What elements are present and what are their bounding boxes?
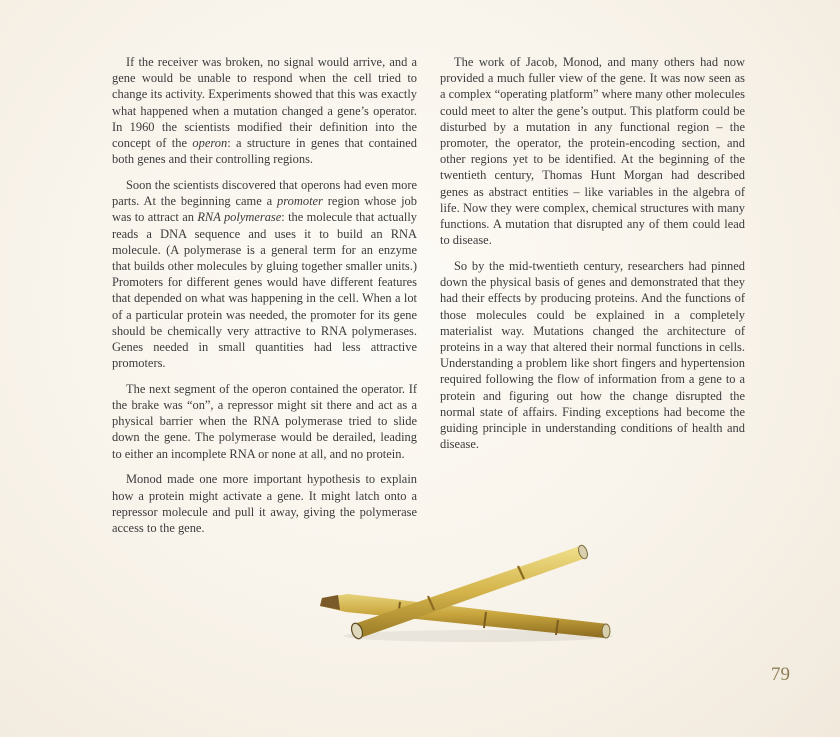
paragraph: The work of Jacob, Monod, and many others had now provided a much fuller view of the gene. It was now seen as a complex “operating platform” where many other molecules could meet to alter the gene’s output. This platform could be disturbed by a mutation in any functional region – the promoter, the operator, the protein-encoding section, and other regions yet to be identified. At the beginning of the twentieth century, Thomas Hunt Morgan had described genes as abstract entities – like variables in the algebra of life. Now they were complex, chemical structures with many functions. A mutation that disrupted any of them could lead to disease.: [440, 55, 745, 248]
text-run: If the receiver was broken, no signal would arrive, and a gene would be unable to respond when the cell tried to change its activity. Experiments showed that this was exactly what happened when a mutation changed a gene’s operator. In 1960 the scientists modified their definition into the concept of the: [112, 55, 417, 151]
text-run: Soon the scientists discovered that operons had even more parts. At the beginning came a: [112, 177, 417, 209]
paragraph: So by the mid-twentieth century, researchers had pinned down the physical basis of genes and demonstrated that they had their effects by producing proteins. And the functions of those molecules could be explained in a completely materialist way. Mutations changed the architecture of proteins in a way that altered their normal functions in cells. Understanding a problem like short fingers and hypertension required following the flow of information from a gene to a protein and figuring out how the change disrupted the normal state of affairs. Finding exceptions had become the guiding principle in understanding conditions of health and disease.: [440, 258, 745, 452]
sugarcane-illustration: [318, 540, 613, 646]
text-run: : a structure in genes that contained both genes and their controlling regions.: [112, 136, 417, 167]
paragraph: Monod made one more important hypothesis to explain how a protein might activate a gene. It might latch onto a repressor molecule and pull it away, giving the polymerase access to the gene.: [112, 472, 417, 535]
italic-term-operon: operon: [192, 136, 228, 151]
right-text-column: [440, 54, 745, 462]
italic-term-rna-polymerase: RNA polymerase: [197, 210, 282, 225]
paragraph: The next segment of the operon contained the operator. If the brake was “on”, a repressor might sit there and act as a physical barrier when the RNA polymerase tried to slide down the gene. The polymerase would be derailed, leading to either an incomplete RNA or none at all, and no protein.: [112, 381, 417, 461]
paragraph: [112, 54, 417, 167]
paragraph: [112, 177, 417, 371]
page-number: 79: [771, 664, 790, 685]
left-text-column: [112, 54, 417, 546]
italic-term-promoter: promoter: [277, 194, 323, 209]
text-run: region whose job was to attract an: [112, 194, 417, 225]
text-run: : the molecule that actually reads a DNA sequence and uses it to build an RNA molecule. (A polymerase is a general term for an enzyme that builds other molecules by gluing together smaller units.) Promoters for different genes would have different features that depended on what was happening in the cell. When a lot of a particular protein was needed, the promoter for its gene should be chemically very attractive to RNA polymerases. Genes needed in small quantities had less attractive promoters.: [112, 210, 418, 371]
